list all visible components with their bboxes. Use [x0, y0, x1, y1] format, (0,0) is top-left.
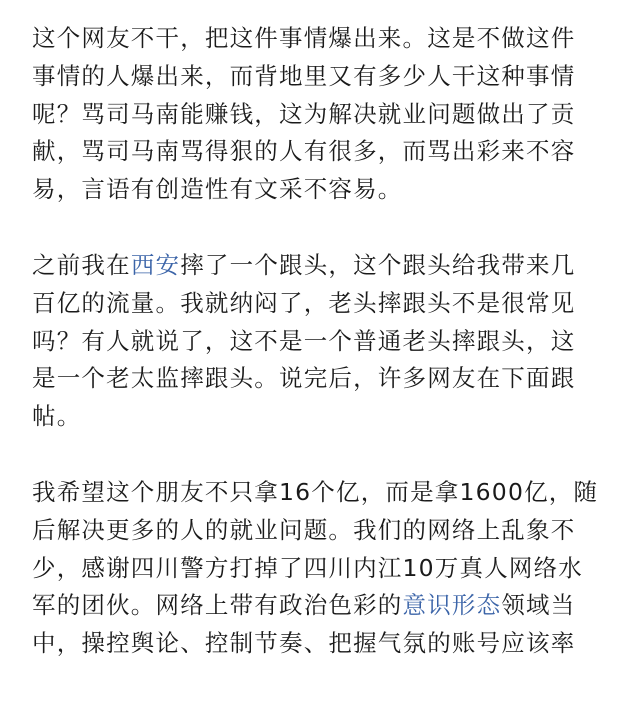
text-segment: 是一个老太监摔跟头。说完后，许多网友在下面跟: [32, 364, 576, 393]
text-segment: 帖。: [32, 402, 82, 431]
text-line: [32, 587, 622, 625]
text-segment: 少，感谢四川警方打掉了四川内江10万真人网络水: [32, 553, 584, 582]
text-segment: 摔了一个跟头，这个跟头给我带来几: [180, 250, 576, 279]
text-segment: 这个网友不干，把这件事情爆出来。这是不做这件: [32, 24, 576, 52]
text-line: [32, 360, 622, 398]
paragraph-1: [32, 20, 622, 209]
text-line: [32, 625, 622, 663]
text-segment: 易，言语有创造性有文采不容易。: [32, 175, 403, 204]
text-line: [32, 512, 622, 550]
text-segment: 百亿的流量。我就纳闷了，老头摔跟头不是很常见: [32, 288, 576, 317]
text-segment: 吗？有人就说了，这不是一个普通老头摔跟头，这: [32, 326, 576, 355]
text-line: [32, 550, 622, 588]
keyword-link[interactable]: 西安: [130, 250, 181, 279]
keyword-link[interactable]: 意识形态: [402, 591, 502, 620]
text-segment: 我希望这个朋友不只拿16个亿，而是拿1600亿，随: [32, 477, 599, 506]
text-line: [32, 474, 622, 512]
text-line: [32, 133, 622, 171]
text-segment: 后解决更多的人的就业问题。我们的网络上乱象不: [32, 515, 576, 544]
article-body: [32, 20, 622, 701]
text-segment: 献，骂司马南骂得狠的人有很多，而骂出彩来不容: [32, 137, 576, 166]
text-line: [32, 285, 622, 323]
text-line: [32, 96, 622, 134]
text-segment: 领域当: [501, 591, 576, 620]
text-line: [32, 20, 622, 58]
text-segment: 之前我在: [32, 250, 131, 279]
paragraph-2: [32, 247, 622, 436]
text-segment: 军的团伙。网络上带有政治色彩的: [32, 591, 403, 620]
text-segment: 中，操控舆论、控制节奏、把握气氛的账号应该率: [32, 629, 576, 658]
text-line: [32, 398, 622, 436]
text-segment: 事情的人爆出来，而背地里又有多少人干这种事情: [32, 61, 576, 90]
paragraph-3: [32, 474, 622, 663]
text-segment: 呢？骂司马南能赚钱，这为解决就业问题做出了贡: [32, 99, 576, 128]
text-line: [32, 247, 622, 285]
text-line: [32, 323, 622, 361]
text-line: [32, 171, 622, 209]
text-line: [32, 58, 622, 96]
